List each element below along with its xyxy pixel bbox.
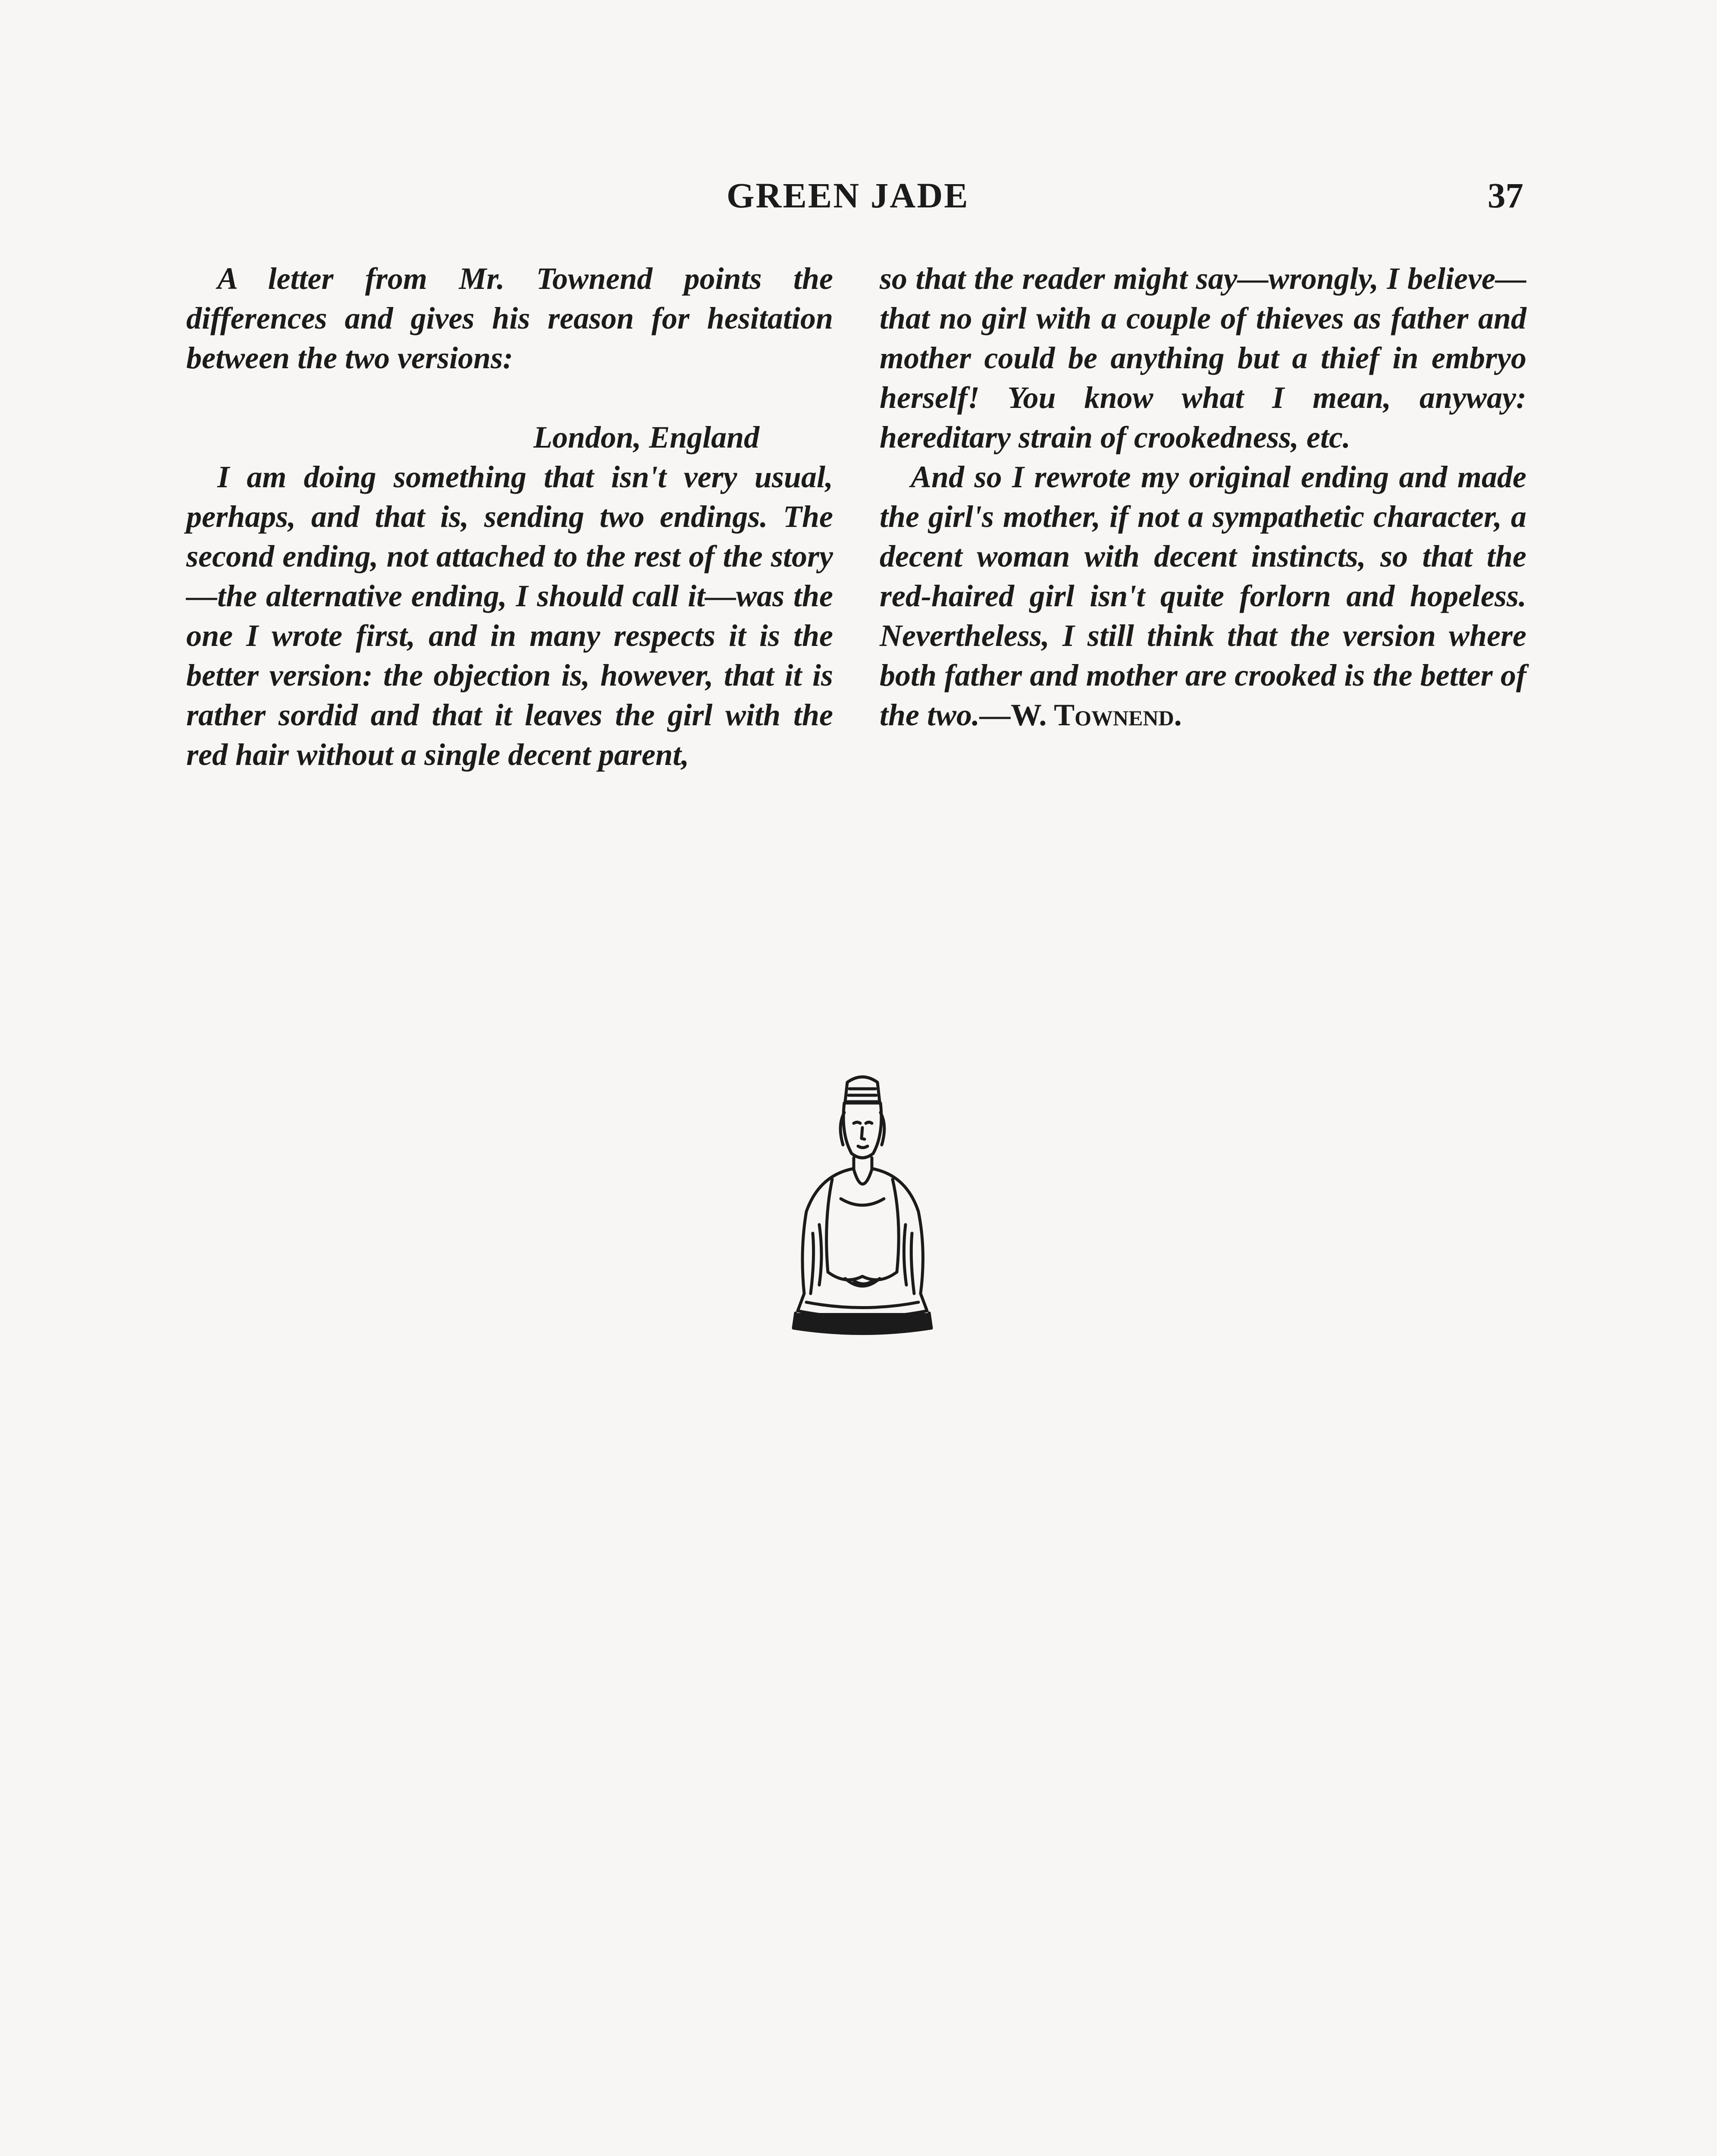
letter-dateline: London, England [533, 420, 760, 454]
letter-signature: W. Townend. [1011, 698, 1182, 732]
seated-buddha-figure-icon [789, 1069, 936, 1345]
right-column [880, 259, 1526, 735]
intro-paragraph: A letter from Mr. Townend points the differences and gives his reason for hesitation between the two versions: [186, 261, 833, 375]
page-number: 37 [1488, 175, 1523, 215]
letter-paragraph-1: I am doing something that isn't very usual, perhaps, and that is, sending two endings. The second ending, not attached to the rest of the story—the alternative ending, I should call it—was the one I wrote first, and in many respects it is the better version: the objection is, however, that it is rather sordid and that it leaves the girl with the red hair without a single decent parent, [186, 460, 833, 772]
letter-paragraph-2-text: And so I rewrote my original ending and made the girl's mother, if not a sympathetic character, a decent woman with decent instincts, so that the red-haired girl isn't quite forlorn and hopeless. Nevertheless, I still think that the version where both father and mother are crooked is the better of the two.— [880, 460, 1526, 732]
left-column [186, 259, 833, 774]
running-header-title: GREEN JADE [727, 175, 969, 215]
letter-paragraph-2 [880, 457, 1526, 735]
letter-paragraph-1-continued: so that the reader might say—wrongly, I believe—that no girl with a couple of thieves as father and mother could be anything but a thief in embryo herself! You know what I mean, anyway: hereditary strain of crookedness, etc. [880, 261, 1526, 454]
